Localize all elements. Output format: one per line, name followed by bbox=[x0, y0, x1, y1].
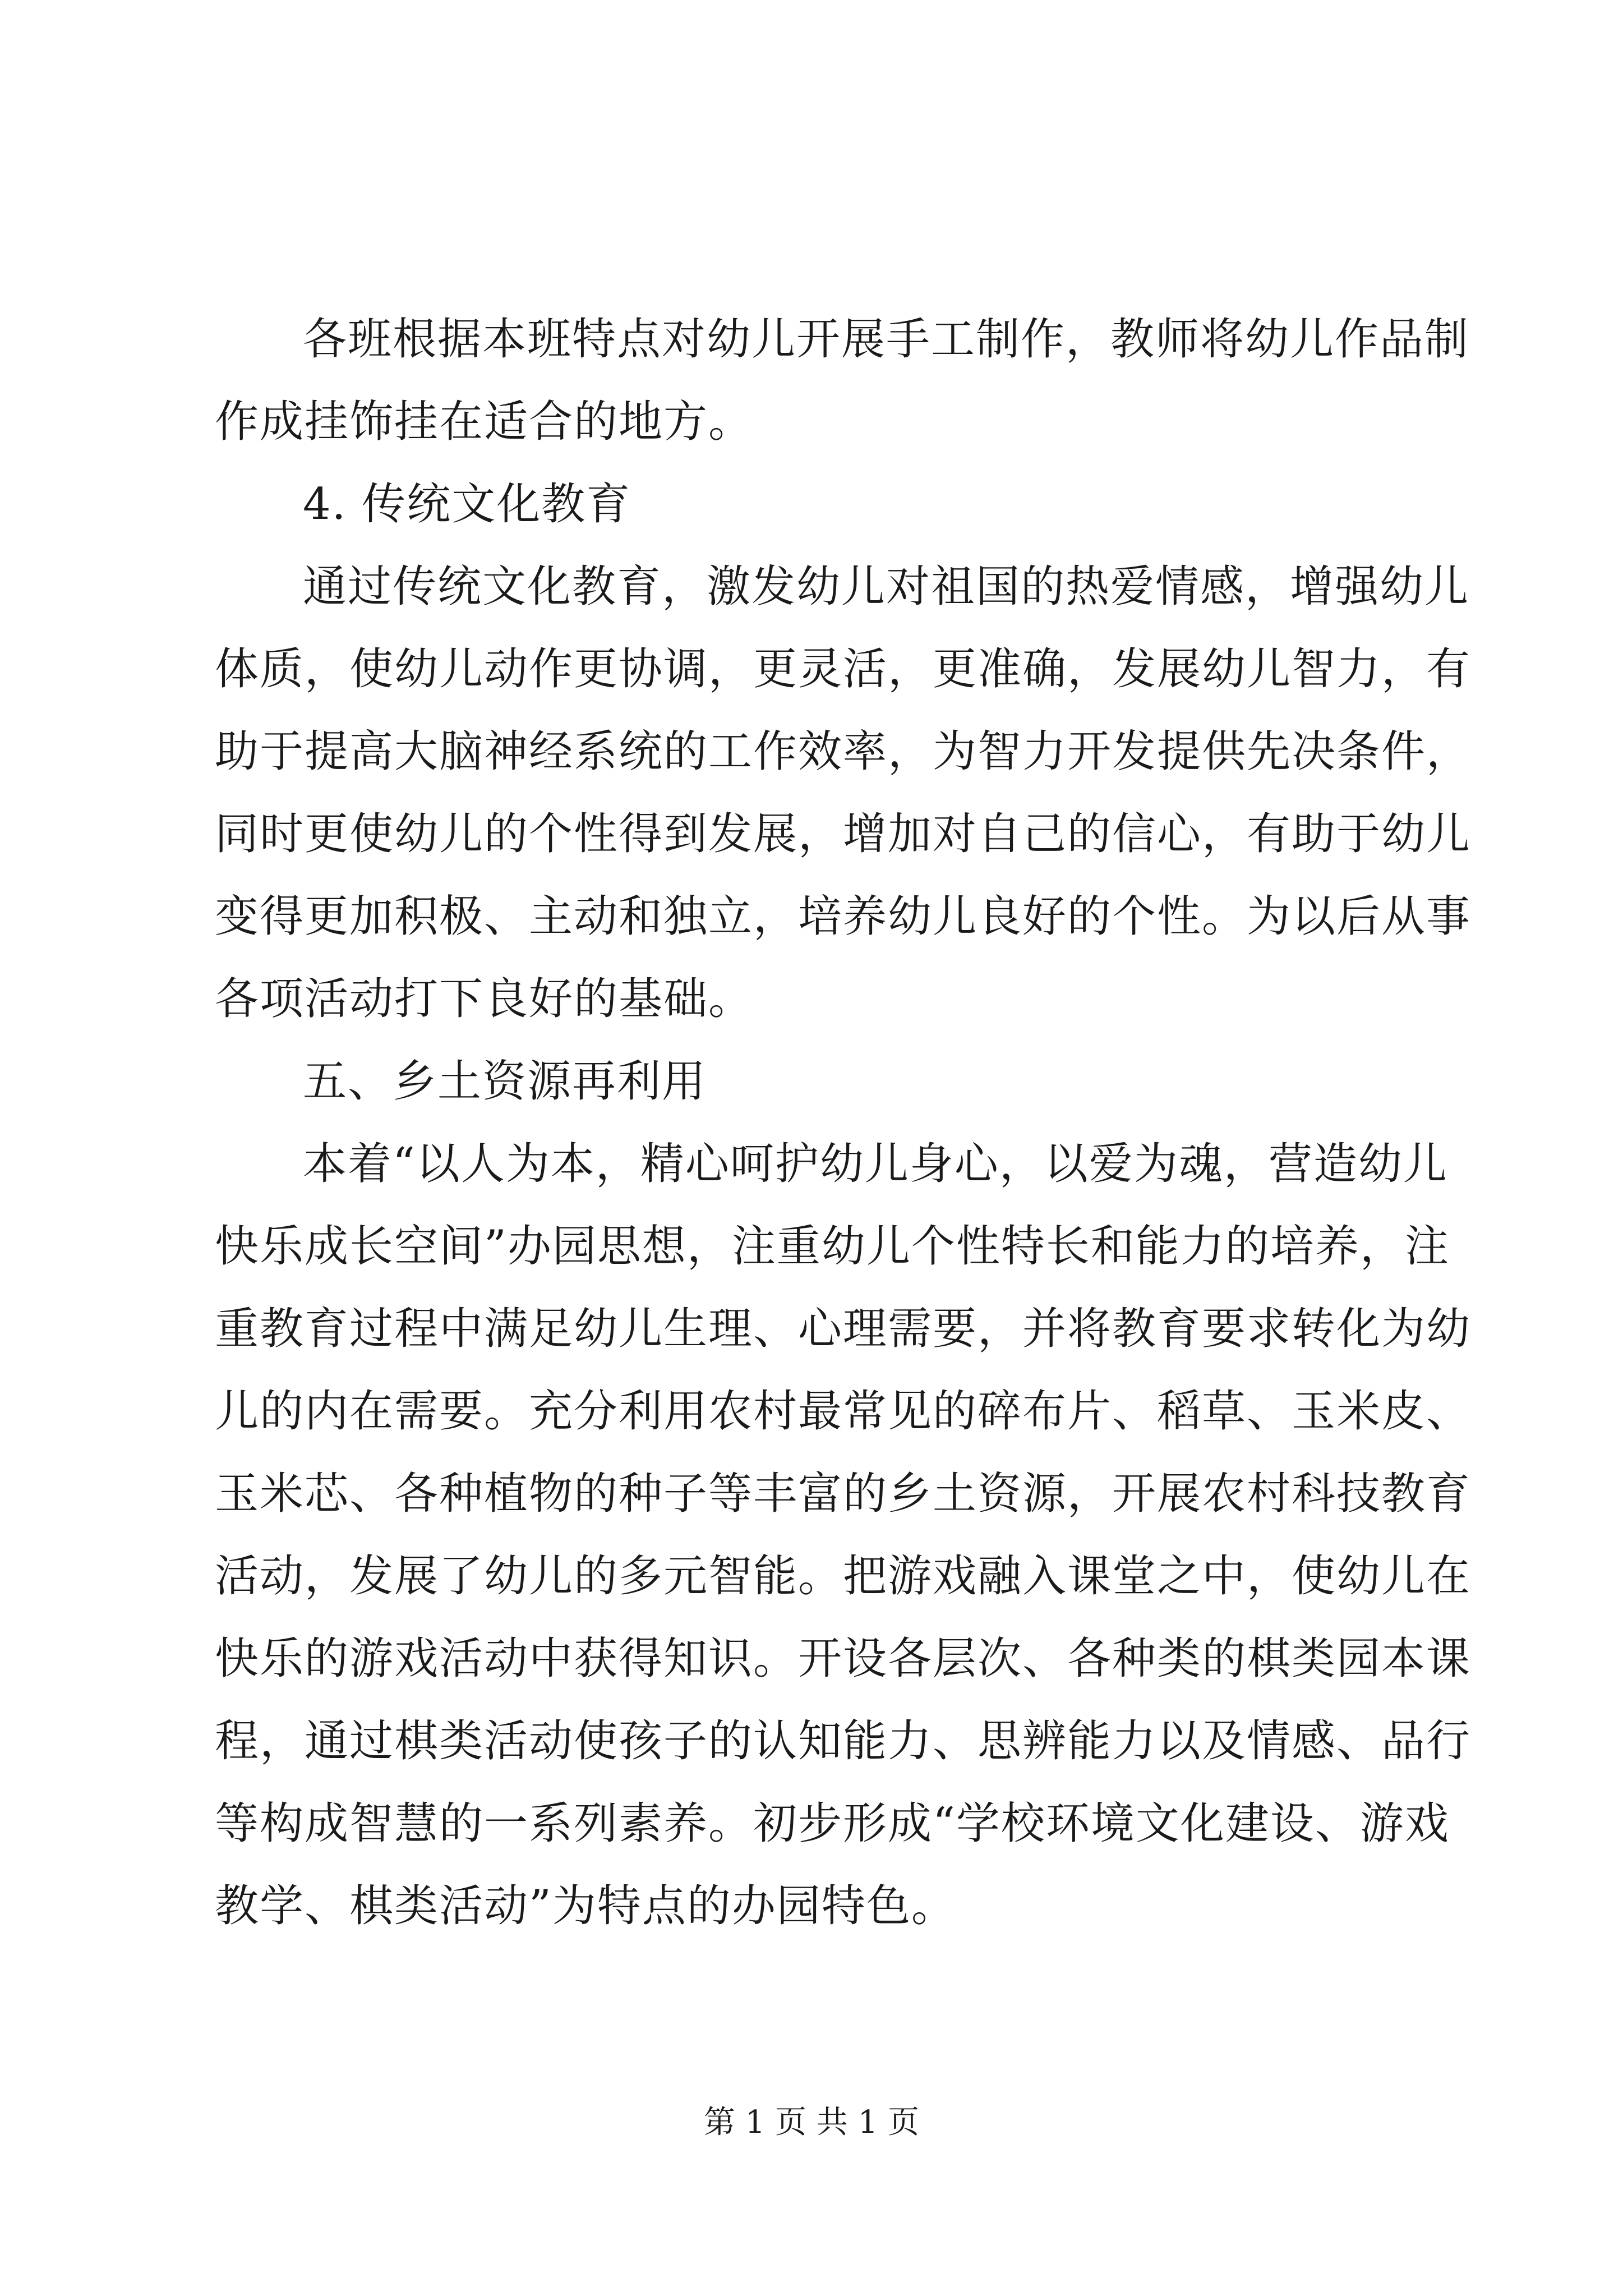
paragraph-line: 变得更加积极、主动和独立，培养幼儿良好的个性。为以后从事 bbox=[215, 891, 1472, 942]
paragraph-line: 等构成智慧的一系列素养。初步形成“学校环境文化建设、游戏 bbox=[215, 1798, 1450, 1849]
paragraph-line: 快乐成长空间”办园思想，注重幼儿个性特长和能力的培养，注 bbox=[215, 1221, 1450, 1272]
paragraph-line: 体质，使幼儿动作更协调，更灵活，更准确，发展幼儿智力，有 bbox=[215, 644, 1472, 694]
paragraph-line: 重教育过程中满足幼儿生理、心理需要，并将教育要求转化为幼 bbox=[215, 1304, 1472, 1354]
paragraph-line: 本着“以人为本，精心呵护幼儿身心，以爱为魂，营造幼儿 bbox=[303, 1139, 1448, 1189]
paragraph-line: 通过传统文化教育，激发幼儿对祖国的热爱情感，增强幼儿 bbox=[303, 562, 1470, 612]
section-heading: 五、乡土资源再利用 bbox=[303, 1056, 707, 1107]
paragraph-line: 玉米芯、各种植物的种子等丰富的乡土资源，开展农村科技教育 bbox=[215, 1469, 1472, 1519]
paragraph-line: 程，通过棋类活动使孩子的认知能力、思辨能力以及情感、品行 bbox=[215, 1716, 1472, 1766]
paragraph-line: 各项活动打下良好的基础。 bbox=[215, 974, 754, 1024]
paragraph-line: 各班根据本班特点对幼儿开展手工制作，教师将幼儿作品制 bbox=[303, 314, 1470, 365]
page-number-footer: 第 1 页 共 1 页 bbox=[703, 2104, 920, 2141]
paragraph-line: 快乐的游戏活动中获得知识。开设各层次、各种类的棋类园本课 bbox=[215, 1634, 1472, 1684]
section-heading: 4. 传统文化教育 bbox=[303, 479, 631, 530]
paragraph-line: 教学、棋类活动”为特点的办园特色。 bbox=[215, 1881, 956, 1931]
paragraph-line: 作成挂饰挂在适合的地方。 bbox=[215, 397, 754, 447]
paragraph-line: 儿的内在需要。充分利用农村最常见的碎布片、稻草、玉米皮、 bbox=[215, 1386, 1472, 1437]
paragraph-line: 助于提高大脑神经系统的工作效率，为智力开发提供先决条件， bbox=[215, 726, 1472, 777]
paragraph-line: 同时更使幼儿的个性得到发展，增加对自己的信心，有助于幼儿 bbox=[215, 809, 1472, 859]
paragraph-line: 活动，发展了幼儿的多元智能。把游戏融入课堂之中，使幼儿在 bbox=[215, 1551, 1472, 1602]
